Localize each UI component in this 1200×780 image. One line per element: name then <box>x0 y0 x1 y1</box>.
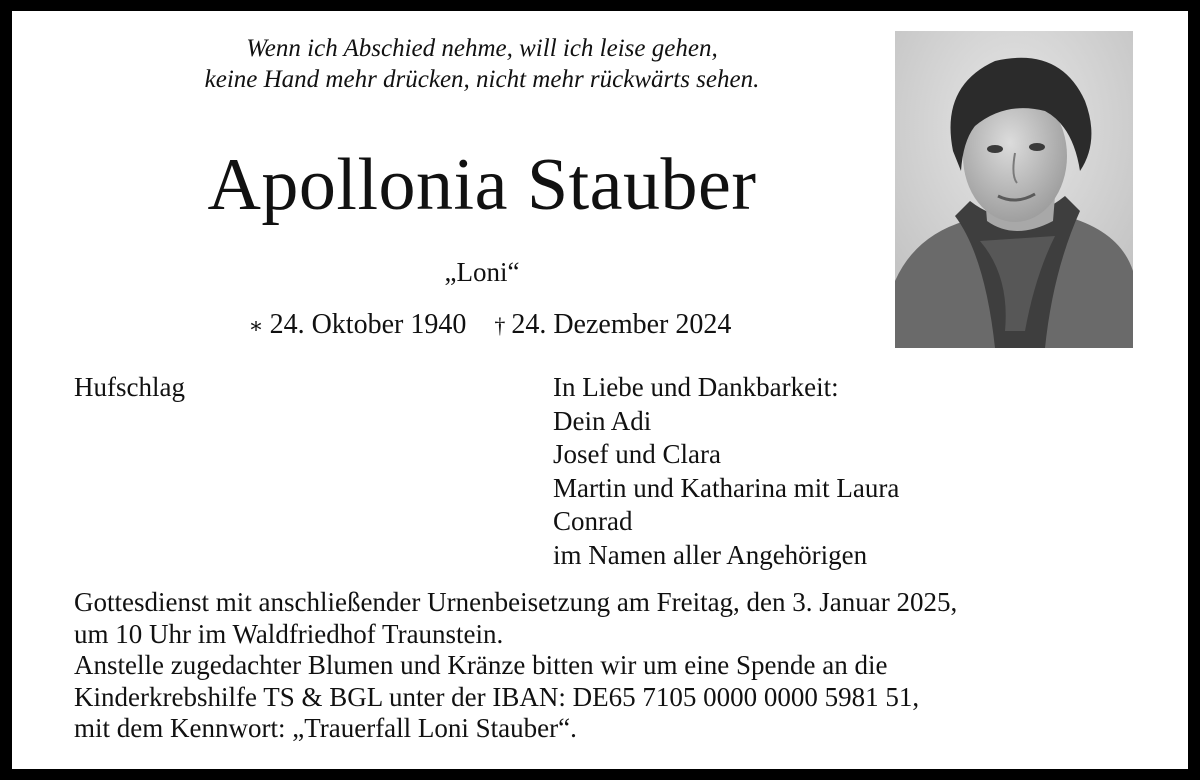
deceased-name: Apollonia Stauber <box>207 144 757 226</box>
death-date: 24. Dezember 2024 <box>511 309 732 340</box>
hometown: Hufschlag <box>74 372 185 402</box>
service-line: Anstelle zugedachter Blumen und Kränze bitten wir um eine Spende an die <box>74 650 888 680</box>
service-line: Gottesdienst mit anschließender Urnenbeisetzung am Freitag, den 3. Januar 2025, <box>74 587 958 617</box>
mourners-intro: In Liebe und Dankbarkeit: <box>553 372 839 402</box>
service-line: mit dem Kennwort: „Trauerfall Loni Stauber“. <box>74 713 577 743</box>
mourner-name: Josef und Clara <box>553 439 721 469</box>
portrait-photo <box>895 31 1133 348</box>
service-details <box>74 587 957 745</box>
obituary-card <box>12 11 1188 769</box>
birth-date: 24. Oktober 1940 <box>269 309 467 340</box>
nickname: „Loni“ <box>444 257 520 287</box>
quote-line: keine Hand mehr drücken, nicht mehr rückwärts sehen. <box>204 66 760 93</box>
mourner-name: Martin und Katharina mit Laura <box>553 472 900 503</box>
service-line: um 10 Uhr im Waldfriedhof Traunstein. <box>74 618 504 649</box>
memorial-quote <box>12 33 952 95</box>
birth-symbol: ∗ <box>248 313 264 338</box>
mourner-name: Dein Adi <box>553 405 652 436</box>
mourner-name: im Namen aller Angehörigen <box>553 539 868 570</box>
life-dates <box>12 308 968 343</box>
mourner-name: Conrad <box>553 506 633 536</box>
quote-line: Wenn ich Abschied nehme, will ich leise gehen, <box>246 35 718 62</box>
death-symbol: † <box>494 313 506 338</box>
mourners-list <box>553 371 899 572</box>
service-line: Kinderkrebshilfe TS & BGL unter der IBAN: DE65 7105 0000 0000 5981 51, <box>74 681 920 712</box>
